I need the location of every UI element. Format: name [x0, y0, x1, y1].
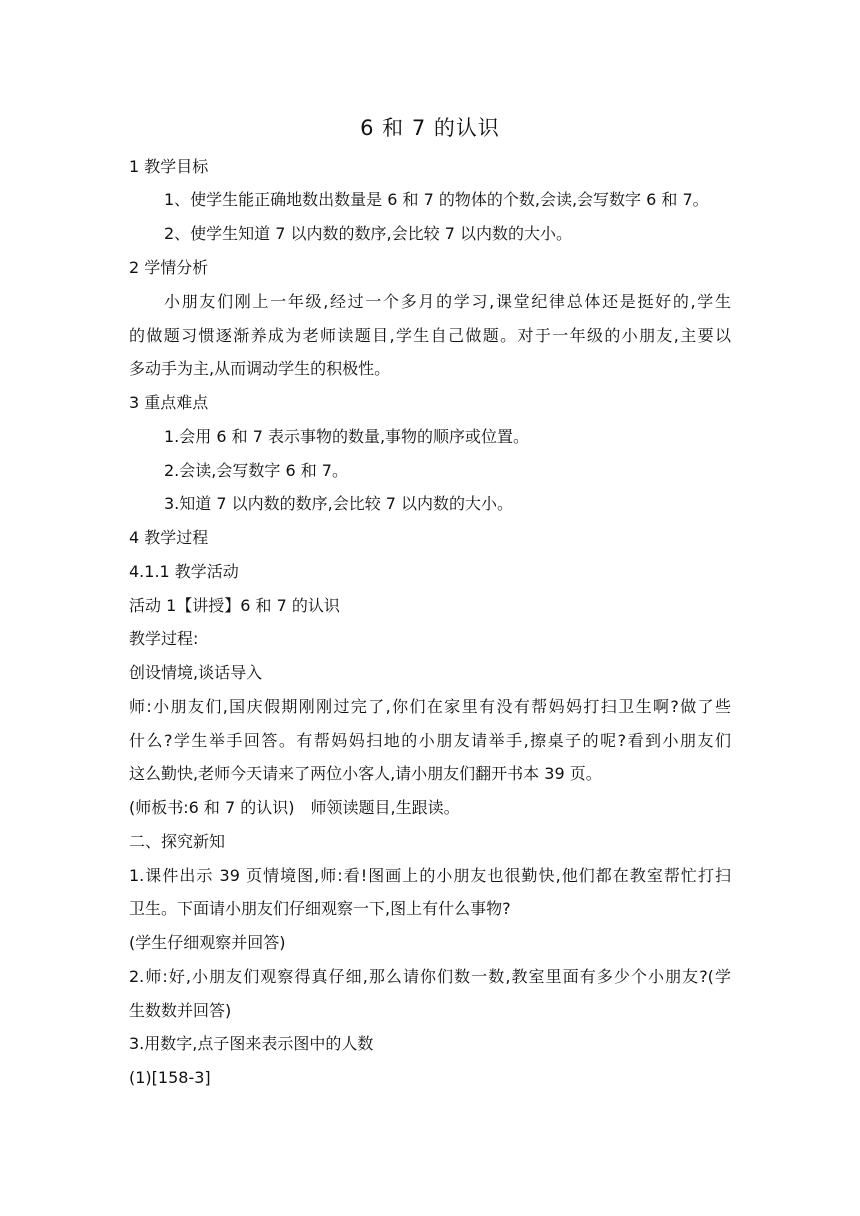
- analysis-paragraph-line-2: 的做题习惯逐渐养成为老师读题目,学生自己做题。对于一年级的小朋友,主要以: [129, 326, 731, 345]
- intro-heading: 创设情境,谈话导入: [129, 663, 263, 682]
- teacher-dialogue-line-1: 师:小朋友们,国庆假期刚刚过完了,你们在家里有没有帮妈妈打扫卫生啊?做了些: [129, 697, 731, 716]
- analysis-paragraph-line-3: 多动手为主,从而调动学生的积极性。: [129, 359, 391, 378]
- section-heading-objectives: 1 教学目标: [129, 157, 209, 176]
- key-point-1: 1.会用 6 和 7 表示事物的数量,事物的顺序或位置。: [164, 427, 530, 446]
- explore-step-2-line-2: 生数数并回答): [129, 1001, 232, 1020]
- key-point-2: 2.会读,会写数字 6 和 7。: [164, 461, 348, 480]
- analysis-paragraph-line-1: 小朋友们刚上一年级,经过一个多月的学习,课堂纪律总体还是挺好的,学生: [164, 292, 731, 311]
- explore-step-3: 3.用数字,点子图来表示图中的人数: [129, 1034, 374, 1053]
- activity-title: 活动 1【讲授】6 和 7 的认识: [129, 596, 340, 615]
- board-note: (师板书:6 和 7 的认识) 师领读题目,生跟读。: [129, 798, 460, 817]
- section-heading-analysis: 2 学情分析: [129, 258, 209, 277]
- teacher-dialogue-line-2: 什么?学生举手回答。有帮妈妈扫地的小朋友请举手,擦桌子的呢?看到小朋友们: [129, 731, 731, 750]
- section-heading-process: 4 教学过程: [129, 528, 209, 547]
- objective-item-1: 1、使学生能正确地数出数量是 6 和 7 的物体的个数,会读,会写数字 6 和 7。: [164, 190, 709, 209]
- objective-item-2: 2、使学生知道 7 以内数的数序,会比较 7 以内数的大小。: [164, 224, 572, 243]
- section-heading-key-points: 3 重点难点: [129, 393, 209, 412]
- explore-step-1-note: (学生仔细观察并回答): [129, 933, 286, 952]
- teacher-dialogue-line-3: 这么勤快,老师今天请来了两位小客人,请小朋友们翻开书本 39 页。: [129, 764, 602, 783]
- explore-step-3-sub-1: (1)[158-3]: [129, 1068, 211, 1087]
- page-title: 6 和 7 的认识: [360, 116, 500, 140]
- key-point-3: 3.知道 7 以内数的数序,会比较 7 以内数的大小。: [164, 494, 514, 513]
- explore-step-2-line-1: 2.师:好,小朋友们观察得真仔细,那么请你们数一数,教室里面有多少个小朋友?(学: [129, 967, 731, 986]
- explore-step-1-line-2: 卫生。下面请小朋友们仔细观察一下,图上有什么事物?: [129, 899, 511, 918]
- subsection-heading-activity: 4.1.1 教学活动: [129, 562, 239, 581]
- section-heading-explore: 二、探究新知: [129, 832, 226, 851]
- explore-step-1-line-1: 1.课件出示 39 页情境图,师:看!图画上的小朋友也很勤快,他们都在教室帮忙打扫: [129, 866, 731, 885]
- process-label: 教学过程:: [129, 629, 199, 648]
